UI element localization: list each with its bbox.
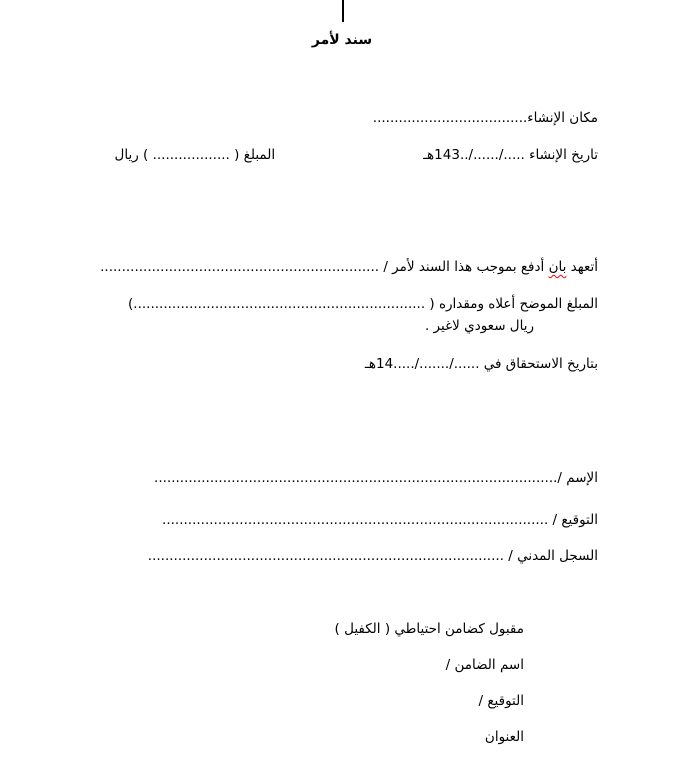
maker-civil-registry-line[interactable]: السجل المدني / ................................................................................... bbox=[147, 548, 598, 564]
doc-title[interactable]: سند لأمر bbox=[311, 32, 373, 48]
pledge-text-before: أتعهد bbox=[566, 259, 598, 275]
misspelled-word: بان bbox=[548, 259, 567, 275]
currency-line[interactable]: ريال سعودي لاغير . bbox=[424, 318, 534, 334]
guarantor-address-line[interactable]: العنوان bbox=[484, 729, 524, 745]
pledge-line[interactable] bbox=[100, 258, 598, 277]
creation-date-text: تاريخ الإنشاء ...../....../..143هـ bbox=[423, 147, 598, 163]
guarantor-signature-line[interactable]: التوقيع / bbox=[478, 693, 524, 709]
amount-detail-line[interactable]: المبلغ الموضح أعلاه ومقداره ( ....................................................................) bbox=[128, 296, 598, 312]
tab-gap bbox=[275, 158, 423, 159]
date-and-amount-line[interactable] bbox=[115, 146, 598, 165]
amount-text: المبلغ ( .................. ) ريال bbox=[114, 147, 276, 163]
guarantor-heading-line[interactable]: مقبول كضامن احتياطي ( الكفيل ) bbox=[334, 621, 524, 637]
pledge-text-after: أدفع بموجب هذا السند لأمر / ................................................................. bbox=[100, 259, 549, 275]
maker-name-line[interactable]: الإسم /.............................................................................................. bbox=[154, 470, 598, 486]
maker-signature-line[interactable]: التوقيع / .......................................................................................... bbox=[162, 512, 598, 528]
guarantor-name-line[interactable]: اسم الضامن / bbox=[445, 657, 524, 673]
text-cursor bbox=[342, 0, 344, 22]
due-date-line[interactable]: بتاريخ الاستحقاق في ....../......./.....14هـ bbox=[364, 356, 598, 372]
place-of-creation-line[interactable]: مكان الإنشاء.................................... bbox=[372, 110, 598, 126]
